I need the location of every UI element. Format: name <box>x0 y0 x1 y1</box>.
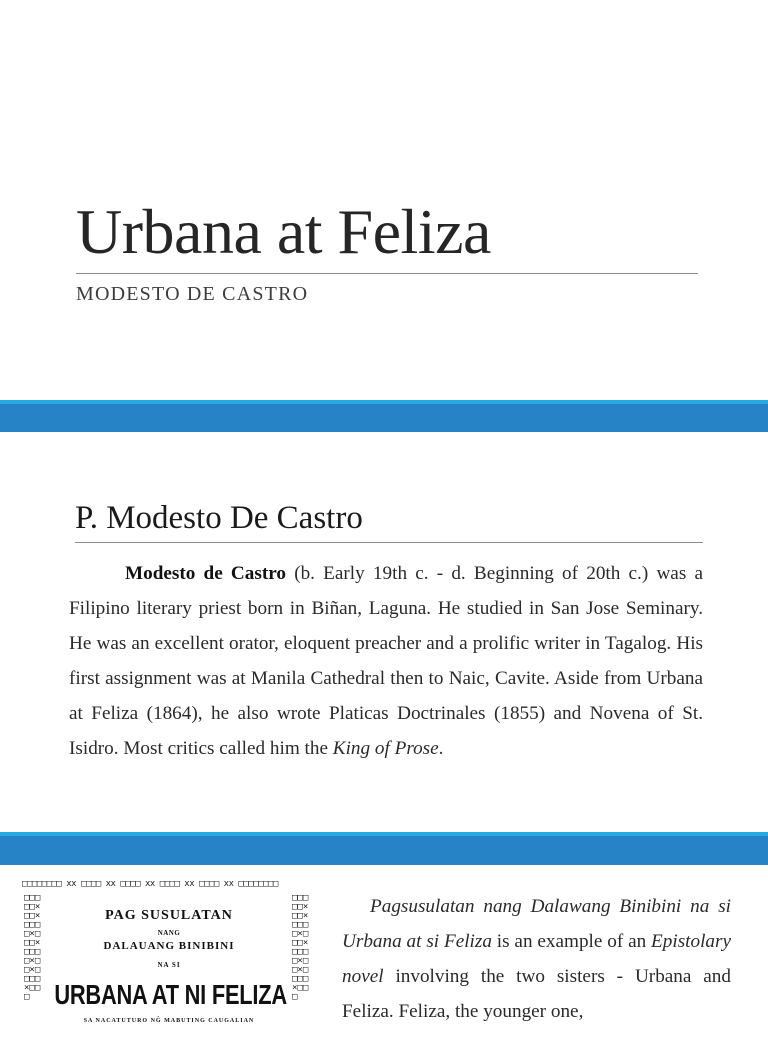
bio-bold-lead: Modesto de Castro <box>125 563 286 584</box>
novel-full-title: Pagsusulatan nang Dalawang Binibini na si Urbana at si Feliza <box>342 896 731 952</box>
cover-title: URBANA AT NI FELIZA <box>54 979 287 1010</box>
bio-heading-divider <box>75 542 703 543</box>
band-fill <box>0 836 768 865</box>
bio-heading: P. Modesto De Castro <box>75 500 363 536</box>
slide-separator-band <box>0 400 768 432</box>
cover-line-1: PAG SUSULATAN <box>105 908 233 923</box>
presentation-title: Urbana at Feliza <box>76 196 491 267</box>
cover-ornament-border-top: □□□□□□□□ xx □□□□ xx □□□□ xx □□□□ xx □□□□ xx □□□□□□□□ <box>22 880 278 889</box>
cover-ornament-border-left: □□□□□×□□×□□□□×□□□×□□□□×□□×□□□□×□□□ <box>24 894 41 1002</box>
book-cover-image <box>22 880 316 1040</box>
bio-text-end: . <box>438 738 444 759</box>
bio-paragraph <box>69 556 703 766</box>
band-fill <box>0 404 768 432</box>
genre-term: Epistolary novel <box>342 931 731 987</box>
novel-description <box>342 889 731 1029</box>
slide-separator-band <box>0 832 768 865</box>
cover-line-2: NANG <box>157 929 181 937</box>
cover-line-6: SA NACATUTURO NĜ MABUTING CAUGALIAN <box>83 1018 255 1024</box>
cover-ornament-border-right: □□□□□×□□×□□□□×□□□×□□□□×□□×□□□□×□□□ <box>292 894 309 1002</box>
title-divider <box>76 273 698 274</box>
presentation-subtitle: MODESTO DE CASTRO <box>76 283 309 305</box>
title-slide <box>0 0 768 400</box>
bio-text: (b. Early 19th c. - d. Beginning of 20th c.) was a Filipino literary priest born in Biñan, Laguna. He studied in San Jose Seminary. He was an excellent orator, eloquent preacher and a prolific writer in Tagalog. His first assignment was at Manila Cathedral then to Naic, Cavite. Aside from Urbana at Feliza (1864), he also wrote Platicas Doctrinales (1855) and Novena of St. Isidro. Most critics called him the <box>69 563 703 759</box>
bio-italic-epithet: King of Prose <box>332 738 439 759</box>
cover-line-3: DALAUANG BINIBINI <box>103 940 235 952</box>
cover-line-4: NA SI <box>157 961 181 969</box>
desc-text: is an example of an <box>491 931 652 952</box>
desc-text-2: involving the two sisters - Urbana and Feliza. Feliza, the younger one, <box>342 966 731 1022</box>
